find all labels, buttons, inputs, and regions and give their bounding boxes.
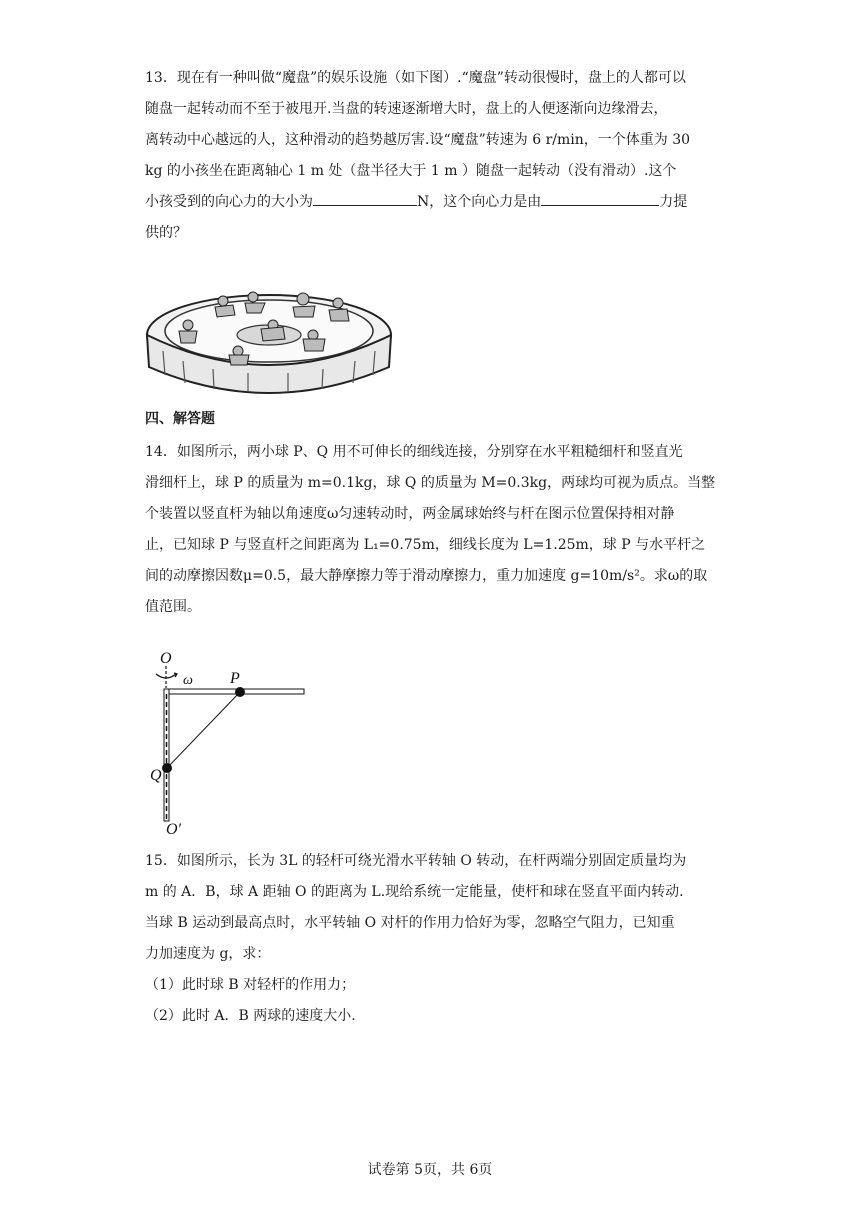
q15-sub-question-1: （1）此时球 B 对轻杆的作用力； (145, 977, 356, 993)
omega-label: ω (183, 673, 193, 688)
string-line (167, 692, 240, 768)
q14-line-5: 间的动摩擦因数μ=0.5，最大静摩擦力等于滑动摩擦力，重力加速度 g=10m/s²。求ω的取 (145, 568, 708, 584)
horizontal-rod (166, 689, 304, 694)
q13-line-2: 随盘一起转动而不至于被甩开.当盘的转速逐渐增大时，盘上的人便逐渐向边缘滑去， (145, 101, 668, 117)
q15-sub-question-2: （2）此时 A．B 两球的速度大小. (145, 1008, 356, 1024)
q13-line-5-part-c: 力提 (659, 194, 688, 210)
q13-line-5 (145, 187, 715, 218)
rod-diagram (150, 644, 320, 839)
axis-label-o: O (160, 650, 172, 667)
axis-label-o-prime: O′ (166, 821, 182, 838)
ball-q (162, 763, 172, 773)
question-15 (145, 846, 715, 1032)
q14-line-6: 值范围。 (145, 599, 201, 615)
q13-line-1: 13．现在有一种叫做“魔盘”的娱乐设施（如下图）.“魔盘”转动很慢时，盘上的人都可以 (145, 70, 686, 86)
q15-line-3: 当球 B 运动到最高点时，水平转轴 O 对杆的作用力恰好为零，忽略空气阻力，已知重 (145, 915, 675, 931)
q15-line-4: 力加速度为 g，求： (145, 946, 271, 962)
q13-line-6: 供的？ (145, 225, 187, 241)
ball-p-label: P (230, 670, 240, 687)
q14-line-4: 止，已知球 P 与竖直杆之间距离为 L₁=0.75m，细线长度为 L=1.25m，球 P 与水平杆之 (145, 537, 706, 553)
q14-line-3: 个装置以竖直杆为轴以角速度ω匀速转动时，两金属球始终与杆在图示位置保持相对静 (145, 506, 675, 522)
magic-disk-illustration (143, 279, 395, 399)
q15-line-1: 15．如图所示，长为 3L 的轻杆可绕光滑水平转轴 O 转动，在杆两端分别固定质量均为 (145, 853, 687, 869)
question-13 (145, 63, 715, 249)
q13-line-4: kg 的小孩坐在距离轴心 1 m 处（盘半径大于 1 m ）随盘一起转动（没有滑动）.这个 (145, 163, 677, 179)
q14-line-2: 滑细杆上，球 P 的质量为 m=0.1kg，球 Q 的质量为 M=0.3kg，两球均可视为质点。当整 (145, 475, 716, 491)
q13-line-5-part-a: 小孩受到的向心力的大小为 (145, 194, 313, 210)
q14-line-1: 14．如图所示，两小球 P、Q 用不可伸长的细线连接，分别穿在水平粗糙细杆和竖直光 (145, 444, 683, 460)
ball-p (235, 687, 245, 697)
question-14 (145, 437, 715, 623)
q13-line-3: 离转动中心越远的人，这种滑动的趋势越厉害.设“魔盘”转速为 6 r/min，一个体重为 30 (145, 132, 691, 148)
section-heading: 四、解答题 (145, 411, 215, 427)
answer-blank-force[interactable] (313, 187, 417, 206)
q15-line-2: m 的 A．B，球 A 距轴 O 的距离为 L.现给系统一定能量，使杆和球在竖直平面内转动. (145, 884, 684, 900)
ball-q-label: Q (150, 767, 162, 784)
q13-line-5-part-b: N，这个向心力是由 (417, 194, 542, 210)
answer-blank-source[interactable] (541, 187, 659, 206)
page-footer: 试卷第 5页，共 6页 (367, 1162, 493, 1178)
